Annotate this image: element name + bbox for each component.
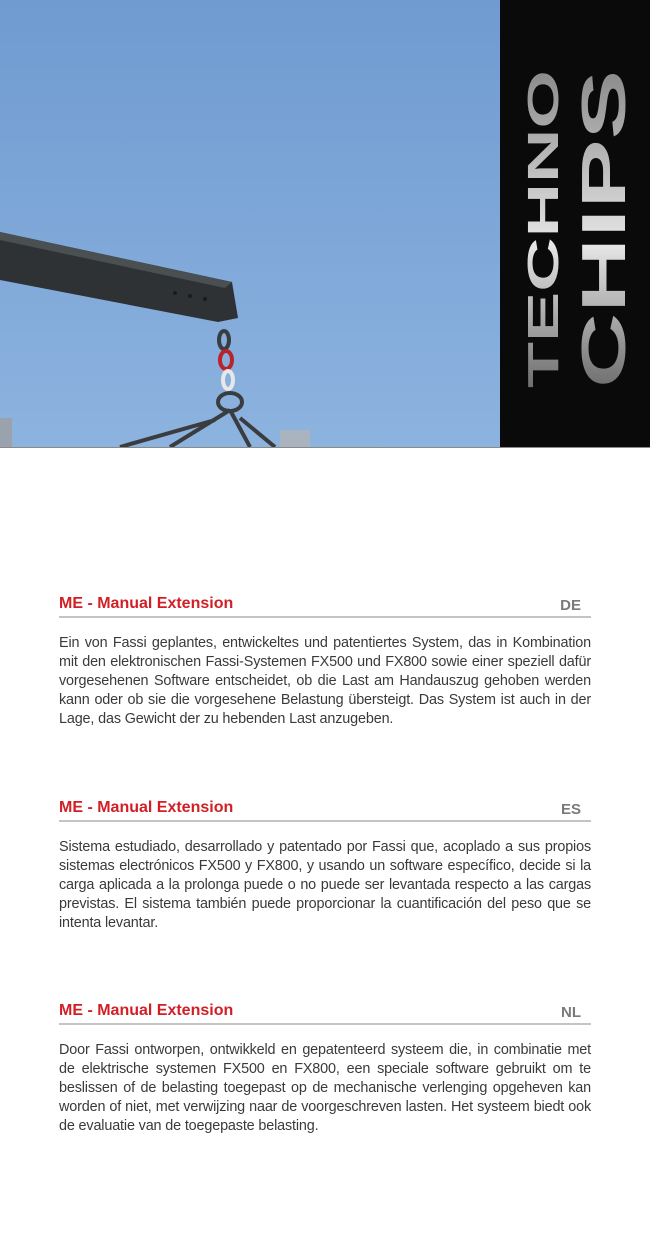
language-code: ES	[560, 801, 581, 818]
section-title: ME - Manual Extension	[59, 1002, 234, 1019]
section-body: Sistema estudiado, desarrollado y patentado por Fassi que, acoplado a sus propios sistemas electrónicos FX500 y FX800, y usando un software específico, decide si la carga aplicada a la prolonga puede o no puede ser levantada respecto a las cargas previstas. El sistema también puede proporcionar la cuantificación del peso que se intenta levantar.	[59, 839, 591, 931]
crane-photo	[0, 0, 650, 447]
section-nl	[59, 1001, 591, 1136]
section-header	[59, 594, 591, 618]
techno-chips-logo	[519, 70, 639, 388]
hero-banner	[0, 0, 650, 448]
section-title: ME - Manual Extension	[59, 595, 234, 612]
section-title: ME - Manual Extension	[59, 799, 234, 816]
section-es	[59, 798, 591, 933]
svg-text:TECHNO: TECHNO	[519, 202, 568, 388]
section-body: Ein von Fassi geplantes, entwickeltes und patentiertes System, das in Kombination mit den elektronischen Fassi-Systemen FX500 und FX800 sowie einer speziell dafür vorgesehenen Software entscheidet, ob die Last am Handauszug gehoben werden kann oder ob sie die vorgesehene Belastung übersteigt. Das System ist auch in der Lage, das Gewicht der zu hebenden Last anzugeben.	[59, 635, 591, 727]
section-header	[59, 1001, 591, 1025]
svg-text:CHIPS: CHIPS	[570, 198, 639, 388]
section-header	[59, 798, 591, 822]
language-code: NL	[561, 1004, 581, 1021]
section-de	[59, 594, 591, 729]
section-body: Door Fassi ontworpen, ontwikkeld en gepatenteerd systeem die, in combinatie met de elektrische systemen FX500 en FX800, een speciale software gebruikt om te beslissen of de belasting toegepast op de mechanische verlenging opgeheven kan worden of niet, met verwijzing naar de voorgeschreven lasten. Het systeem biedt ook de evaluatie van de toegepaste belasting.	[59, 1042, 591, 1134]
language-code: DE	[560, 597, 581, 614]
